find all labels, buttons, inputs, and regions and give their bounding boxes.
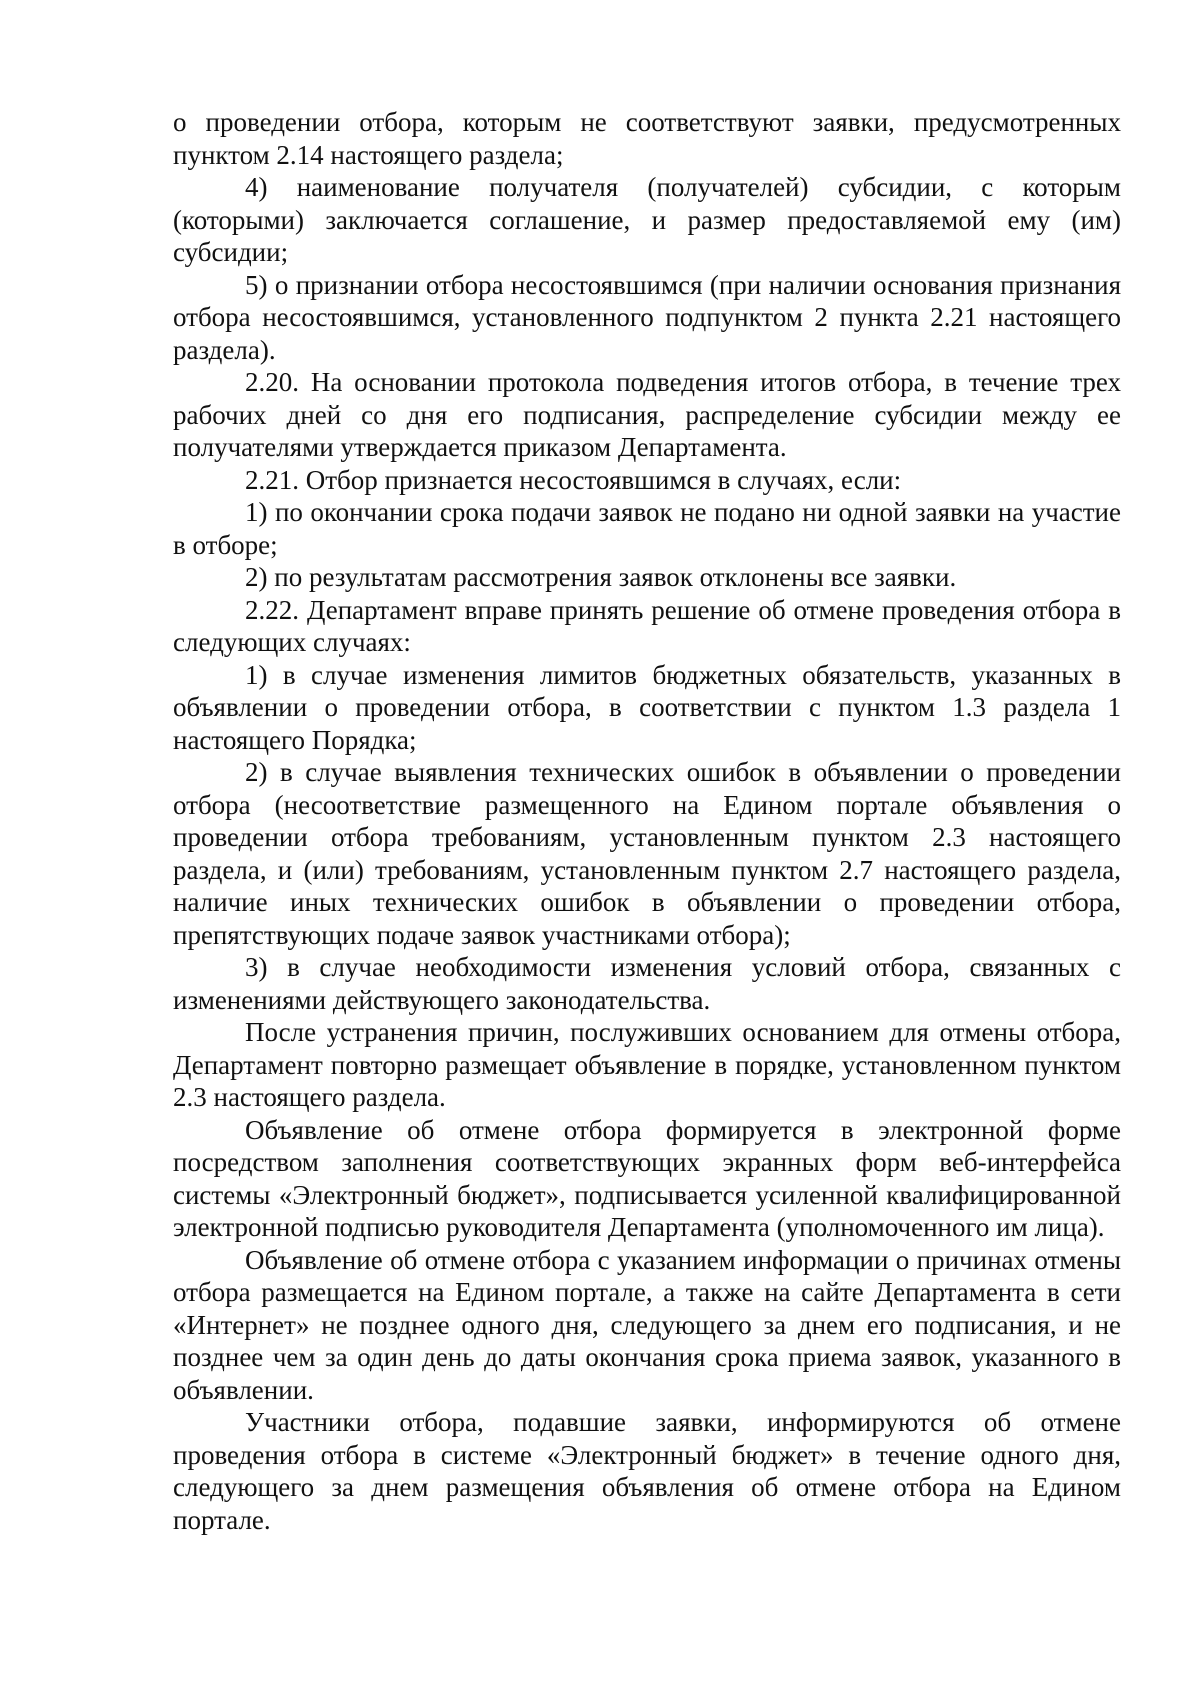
paragraph-13: Объявление об отмене отбора формируется в электронной форме посредством заполнения соответствующих экранных форм веб-интерфейса системы «Электронный бюджет», подписывается усиленной квалифицированной электронной подписью руководителя Департамента (уполномоченного им лица). xyxy=(173,1114,1121,1242)
paragraph-6: 1) по окончании срока подачи заявок не подано ни одной заявки на участие в отборе; xyxy=(173,497,1121,560)
paragraph-4: 2.20. На основании протокола подведения итогов отбора, в течение трех рабочих дней со дня его подписания, распределение субсидии между ее получателями утверждается приказом Департамента. xyxy=(173,367,1121,462)
paragraph-11: 3) в случае необходимости изменения условий отбора, связанных с изменениями действующего законодательства. xyxy=(173,952,1121,1015)
paragraph-1: о проведении отбора, которым не соответствуют заявки, предусмотренных пунктом 2.14 настоящего раздела; xyxy=(173,107,1121,170)
paragraph-9: 1) в случае изменения лимитов бюджетных обязательств, указанных в объявлении о проведении отбора, в соответствии с пунктом 1.3 раздела 1 настоящего Порядка; xyxy=(173,659,1121,755)
paragraph-15: Участники отбора, подавшие заявки, информируются об отмене проведения отбора в системе «Электронный бюджет» в течение одного дня, следующего за днем размещения объявления об отмене отбора на Едином портале. xyxy=(173,1407,1121,1535)
paragraph-2: 4) наименование получателя (получателей) субсидии, с которым (которыми) заключается соглашение, и размер предоставляемой ему (им) субсидии; xyxy=(173,172,1121,267)
paragraph-8: 2.22. Департамент вправе принять решение об отмене проведения отбора в следующих случаях: xyxy=(173,594,1121,657)
paragraph-3: 5) о признании отбора несостоявшимся (при наличии основания признания отбора несостоявшимся, установленного подпунктом 2 пункта 2.21 настоящего раздела). xyxy=(173,269,1121,365)
paragraph-14: Объявление об отмене отбора с указанием информации о причинах отмены отбора размещается на Едином портале, а также на сайте Департамента в сети «Интернет» не позднее одного дня, следующего за днем его подписания, и не позднее чем за один день до даты окончания срока приема заявок, указанного в объявлении. xyxy=(173,1244,1121,1405)
paragraph-7: 2) по результатам рассмотрения заявок отклонены все заявки. xyxy=(245,562,957,592)
paragraph-5: 2.21. Отбор признается несостоявшимся в случаях, если: xyxy=(245,464,902,495)
paragraph-12: После устранения причин, послуживших основанием для отмены отбора, Департамент повторно размещает объявление в порядке, установленном пунктом 2.3 настоящего раздела. xyxy=(173,1017,1121,1112)
paragraph-10: 2) в случае выявления технических ошибок в объявлении о проведении отбора (несоответствие размещенного на Едином портале объявления о проведении отбора требованиям, установленным пунктом 2.3 настоящего раздела, и (или) требованиям, установленным пунктом 2.7 настоящего раздела, наличие иных технических ошибок в объявлении о проведении отбора, препятствующих подаче заявок участниками отбора); xyxy=(173,757,1121,950)
document-page xyxy=(173,106,1121,1536)
